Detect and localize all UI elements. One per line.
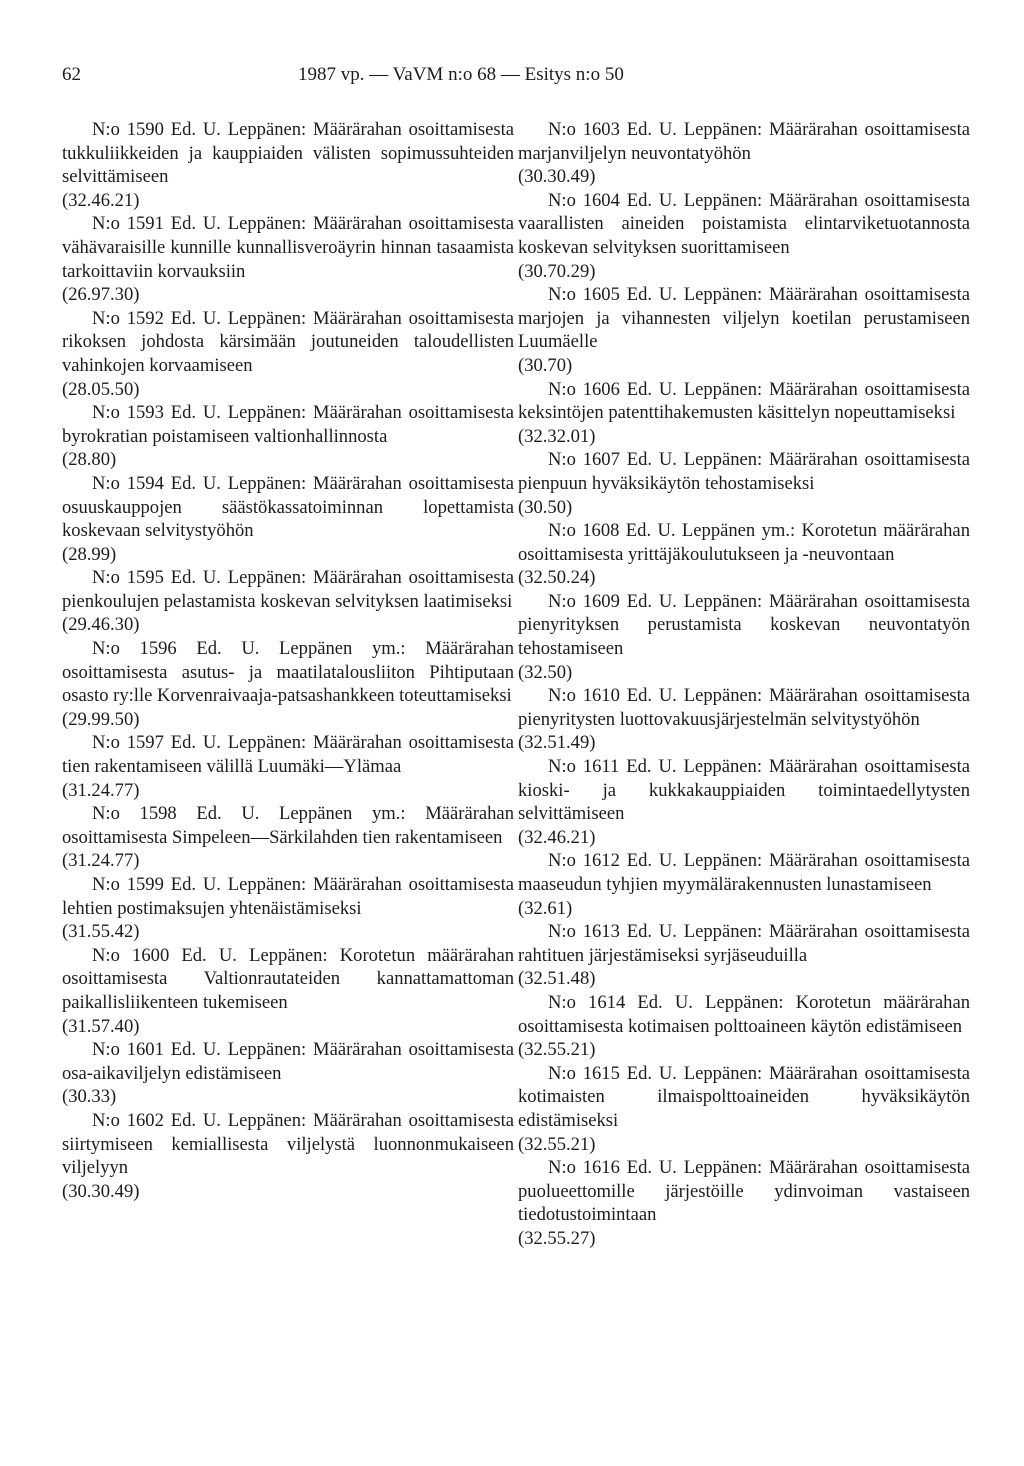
- motion-entry: [62, 637, 514, 731]
- budget-reference: (32.51.49): [518, 732, 596, 754]
- motion-text: N:o 1604 Ed. U. Leppänen: Määrärahan osoittamisesta vaarallisten aineiden poistamista elintarviketuotannosta koskevan selvityksen suorittamiseen: [518, 189, 970, 258]
- motion-text: N:o 1603 Ed. U. Leppänen: Määrärahan osoittamisesta marjanviljelyn neuvontatyöhön: [518, 119, 970, 164]
- budget-reference: (28.05.50): [62, 378, 140, 400]
- motion-text: N:o 1599 Ed. U. Leppänen: Määrärahan osoittamisesta lehtien postimaksujen yhtenäistämiseksi: [62, 874, 514, 919]
- motion-text: N:o 1601 Ed. U. Leppänen: Määrärahan osoittamisesta osa-aikaviljelyn edistämiseen: [62, 1039, 514, 1084]
- motion-text: N:o 1596 Ed. U. Leppänen ym.: Määrärahan osoittamisesta asutus- ja maatilatalousliiton Pihtiputaan osasto ry:lle Korvenraivaaja-patsashankkeen toteuttamiseksi: [62, 638, 514, 707]
- motion-entry: [518, 755, 970, 849]
- motion-text: N:o 1616 Ed. U. Leppänen: Määrärahan osoittamisesta puolueettomille järjestöille ydinvoiman vastaiseen tiedotustoimintaan: [518, 1157, 970, 1226]
- budget-reference: (32.50): [518, 661, 573, 683]
- motion-entry: [518, 378, 970, 449]
- motion-text: N:o 1615 Ed. U. Leppänen: Määrärahan osoittamisesta kotimaisten ilmaispolttoaineiden hyväksikäytön edistämiseksi: [518, 1062, 970, 1131]
- motion-text: N:o 1610 Ed. U. Leppänen: Määrärahan osoittamisesta pienyritysten luottovakuusjärjestelmän selvitystyöhön: [518, 685, 970, 730]
- motion-entry: [518, 283, 970, 377]
- motion-text: N:o 1611 Ed. U. Leppänen: Määrärahan osoittamisesta kioski- ja kukkakauppiaiden toimintaedellytysten selvittämiseen: [518, 756, 970, 825]
- motion-text: N:o 1607 Ed. U. Leppänen: Määrärahan osoittamisesta pienpuun hyväksikäytön tehostamiseksi: [518, 449, 970, 494]
- motion-entry: [62, 118, 514, 212]
- motion-entry: [62, 566, 514, 637]
- left-column: [62, 118, 514, 1203]
- motion-entry: [62, 1109, 514, 1203]
- motion-entry: [62, 873, 514, 944]
- motion-text: N:o 1608 Ed. U. Leppänen ym.: Korotetun määrärahan osoittamisesta yrittäjäkoulutukseen ja -neuvontaan: [518, 520, 970, 565]
- budget-reference: (32.50.24): [518, 567, 596, 589]
- motion-text: N:o 1614 Ed. U. Leppänen: Korotetun määrärahan osoittamisesta kotimaisen polttoaineen käytön edistämiseen: [518, 991, 970, 1037]
- motion-entry: [62, 1038, 514, 1109]
- motion-entry: [62, 731, 514, 802]
- right-column: [518, 118, 970, 1251]
- budget-reference: (32.55.27): [518, 1227, 596, 1249]
- motion-entry: [62, 401, 514, 472]
- budget-reference: (29.46.30): [62, 614, 140, 636]
- motion-entry: [518, 991, 970, 1062]
- motion-text: N:o 1590 Ed. U. Leppänen: Määrärahan osoittamisesta tukkuliikkeiden ja kauppiaiden välisten sopimussuhteiden selvittämiseen: [62, 119, 514, 188]
- motion-entry: [518, 118, 970, 189]
- budget-reference: (31.24.77): [62, 850, 140, 872]
- motion-text: N:o 1606 Ed. U. Leppänen: Määrärahan osoittamisesta keksintöjen patenttihakemusten käsittelyn nopeuttamiseksi: [518, 378, 970, 424]
- motion-entry: [518, 590, 970, 684]
- motion-entry: [62, 944, 514, 1038]
- budget-reference: (31.24.77): [62, 779, 140, 801]
- budget-reference: (30.30.49): [518, 166, 596, 188]
- budget-reference: (30.50): [518, 496, 573, 518]
- motion-entry: [518, 920, 970, 991]
- budget-reference: (26.97.30): [62, 284, 140, 306]
- motion-entry: [62, 802, 514, 873]
- running-header: 1987 vp. — VaVM n:o 68 — Esitys n:o 50: [298, 64, 624, 85]
- page-number: 62: [62, 64, 81, 85]
- budget-reference: (29.99.50): [62, 708, 140, 730]
- budget-reference: (31.57.40): [62, 1015, 140, 1037]
- budget-reference: (31.55.42): [62, 921, 140, 943]
- budget-reference: (30.70): [518, 354, 573, 376]
- budget-reference: (30.30.49): [62, 1180, 140, 1202]
- motion-entry: [62, 472, 514, 566]
- motion-text: N:o 1593 Ed. U. Leppänen: Määrärahan osoittamisesta byrokratian poistamiseen valtionhallinnosta: [62, 402, 514, 447]
- motion-text: N:o 1591 Ed. U. Leppänen: Määrärahan osoittamisesta vähävaraisille kunnille kunnallisveroäyrin hinnan tasaamista tarkoittaviin korvauksiin: [62, 213, 514, 282]
- budget-reference: (32.32.01): [518, 425, 596, 447]
- budget-reference: (28.99): [62, 543, 117, 565]
- budget-reference: (32.61): [518, 897, 573, 919]
- motion-text: N:o 1598 Ed. U. Leppänen ym.: Määrärahan osoittamisesta Simpeleen—Särkilahden tien rakentamiseen: [62, 803, 514, 848]
- budget-reference: (30.33): [62, 1086, 117, 1108]
- motion-entry: [518, 684, 970, 755]
- motion-text: N:o 1600 Ed. U. Leppänen: Korotetun määrärahan osoittamisesta Valtionrautateiden kannattamattoman paikallisliikenteen tukemiseen: [62, 944, 514, 1013]
- motion-entry: [518, 189, 970, 283]
- motion-entry: [518, 519, 970, 590]
- motion-text: N:o 1594 Ed. U. Leppänen: Määrärahan osoittamisesta osuuskauppojen säästökassatoiminnan lopettamista koskevaan selvitystyöhön: [62, 472, 514, 542]
- motion-text: N:o 1612 Ed. U. Leppänen: Määrärahan osoittamisesta maaseudun tyhjien myymälärakennusten lunastamiseen: [518, 850, 970, 895]
- budget-reference: (32.51.48): [518, 968, 596, 990]
- motion-text: N:o 1592 Ed. U. Leppänen: Määrärahan osoittamisesta rikoksen johdosta kärsimään joutuneiden taloudellisten vahinkojen korvaamiseen: [62, 307, 514, 376]
- motion-entry: [518, 849, 970, 920]
- budget-reference: (32.55.21): [518, 1039, 596, 1061]
- motion-entry: [518, 1156, 970, 1250]
- motion-entry: [62, 307, 514, 401]
- budget-reference: (30.70.29): [518, 260, 596, 282]
- budget-reference: (28.80): [62, 449, 117, 471]
- motion-text: N:o 1602 Ed. U. Leppänen: Määrärahan osoittamisesta siirtymiseen kemiallisesta viljelystä luonnonmukaiseen viljelyyn: [62, 1109, 514, 1179]
- motion-entry: [518, 1062, 970, 1156]
- motion-text: N:o 1613 Ed. U. Leppänen: Määrärahan osoittamisesta rahtituen järjestämiseksi syrjäseuduilla: [518, 921, 970, 966]
- motion-text: N:o 1609 Ed. U. Leppänen: Määrärahan osoittamisesta pienyrityksen perustamista koskevan neuvontatyön tehostamiseen: [518, 590, 970, 660]
- motion-text: N:o 1595 Ed. U. Leppänen: Määrärahan osoittamisesta pienkoulujen pelastamista koskevan selvityksen laatimiseksi: [62, 567, 514, 612]
- motion-text: N:o 1597 Ed. U. Leppänen: Määrärahan osoittamisesta tien rakentamiseen välillä Luumäki—Ylämaa: [62, 732, 514, 778]
- motion-text: N:o 1605 Ed. U. Leppänen: Määrärahan osoittamisesta marjojen ja vihannesten viljelyn koetilan perustamiseen Luumäelle: [518, 284, 970, 353]
- motion-entry: [62, 212, 514, 306]
- budget-reference: (32.46.21): [518, 826, 596, 848]
- budget-reference: (32.55.21): [518, 1133, 596, 1155]
- budget-reference: (32.46.21): [62, 189, 140, 211]
- motion-entry: [518, 448, 970, 519]
